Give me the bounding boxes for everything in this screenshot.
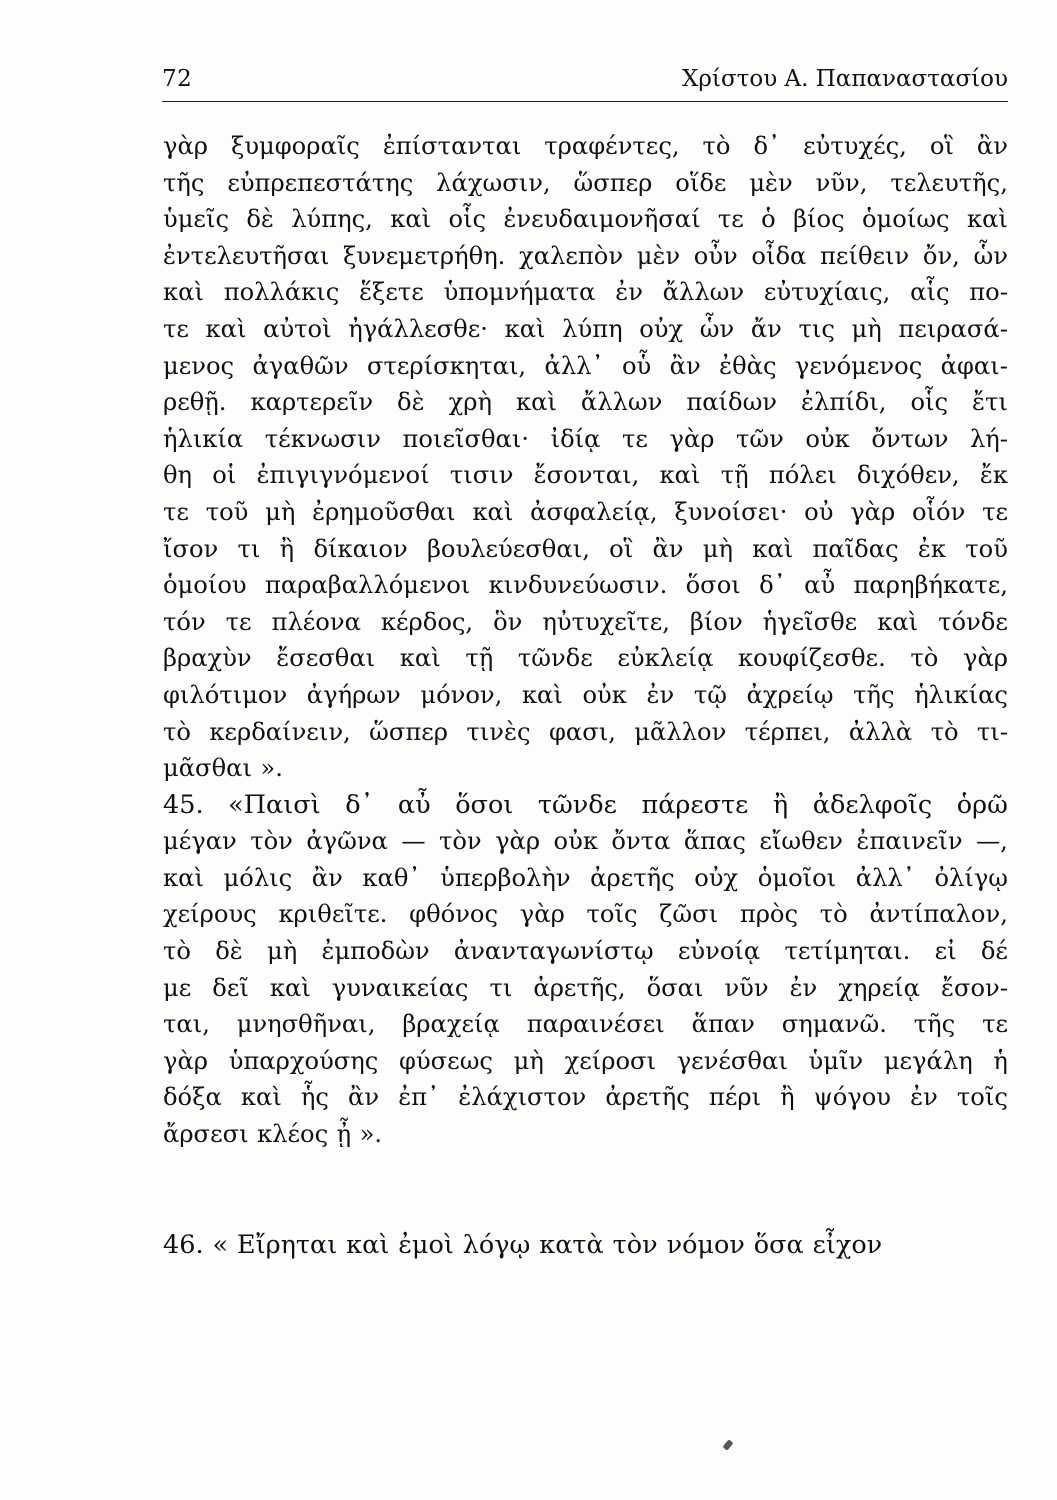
text-line: τόν τε πλέονα κέρδος, ὃν ηὐτυχεῖτε, βίον ἡγεῖσθε καὶ τόνδε bbox=[163, 607, 1008, 636]
header-rule bbox=[162, 101, 1008, 102]
body-text bbox=[163, 128, 1008, 1263]
text-line: γὰρ ὑπαρχούσης φύσεως μὴ χείροσι γενέσθαι ὑμῖν μεγάλη ἡ bbox=[163, 1046, 1008, 1075]
text-line: ὑμεῖς δὲ λύπης, καὶ οἷς ἐνευδαιμονῆσαί τε ὁ βίος ὁμοίως καὶ bbox=[163, 205, 1008, 234]
text-line: μενος ἀγαθῶν στερίσκηται, ἀλλ᾽ οὗ ἂν ἐθὰς γενόμενος ἀφαι- bbox=[163, 351, 1008, 380]
running-head: Χρίστου Α. Παπαναστασίου bbox=[682, 66, 1008, 92]
text-line: τὸ κερδαίνειν, ὥσπερ τινὲς φασι, μᾶλλον τέρπει, ἀλλὰ τὸ τι- bbox=[163, 717, 1008, 746]
text-line: φιλότιμον ἀγήρων μόνον, καὶ οὐκ ἐν τῷ ἀχρείῳ τῆς ἡλικίας bbox=[163, 680, 1008, 709]
page-header bbox=[162, 66, 1008, 100]
text-line: δόξα καὶ ἧς ἂν ἐπ᾽ ἐλάχιστον ἀρετῆς πέρι ἢ ψόγου ἐν τοῖς bbox=[163, 1083, 1008, 1112]
text-line: ὁμοίου παραβαλλόμενοι κινδυνεύωσιν. ὅσοι δ᾽ αὖ παρηβήκατε, bbox=[163, 571, 1008, 600]
text-line: καὶ πολλάκις ἕξετε ὑπομνήματα ἐν ἄλλων εὐτυχίαις, αἷς πο- bbox=[163, 278, 1008, 307]
text-line: με δεῖ καὶ γυναικείας τι ἀρετῆς, ὅσαι νῦν ἐν χηρείᾳ ἔσον- bbox=[163, 973, 1008, 1002]
text-line: ἐντελευτῆσαι ξυνεμετρήθη. χαλεπὸν μὲν οὖν οἶδα πείθειν ὄν, ὧν bbox=[163, 241, 1008, 270]
text-line: μέγαν τὸν ἀγῶνα — τὸν γὰρ οὐκ ὄντα ἅπας εἴωθεν ἐπαινεῖν —, bbox=[163, 827, 1008, 856]
stray-ink-mark bbox=[722, 1439, 733, 1451]
text-line: 46. « Εἴρηται καὶ ἐμοὶ λόγῳ κατὰ τὸν νόμον ὅσα εἶχον bbox=[163, 1229, 883, 1260]
text-line: 45. «Παισὶ δ᾽ αὖ ὅσοι τῶνδε πάρεστε ἢ ἀδελφοῖς ὁρῶ bbox=[163, 789, 1008, 820]
text-line: ται, μνησθῆναι, βραχείᾳ παραινέσει ἅπαν σημανῶ. τῆς τε bbox=[163, 1010, 1008, 1039]
paragraph-gap bbox=[163, 1153, 1008, 1227]
text-line: ἄρσεσι κλέος ᾖ ». bbox=[163, 1120, 383, 1149]
text-line: βραχὺν ἔσεσθαι καὶ τῇ τῶνδε εὐκλείᾳ κουφίζεσθε. τὸ γὰρ bbox=[163, 644, 1008, 673]
text-line: θη οἱ ἐπιγιγνόμενοί τισιν ἔσονται, καὶ τῇ πόλει διχόθεν, ἔκ bbox=[163, 461, 1008, 490]
text-line: γὰρ ξυμφοραῖς ἐπίστανται τραφέντες, τὸ δ᾽ εὐτυχές, οἳ ἂν bbox=[163, 132, 1008, 160]
text-line: ρεθῇ. καρτερεῖν δὲ χρὴ καὶ ἄλλων παίδων ἐλπίδι, οἷς ἔτι bbox=[163, 388, 1008, 417]
page-number: 72 bbox=[162, 66, 193, 92]
text-line: καὶ μόλις ἂν καθ᾽ ὑπερβολὴν ἀρετῆς οὐχ ὁμοῖοι ἀλλ᾽ ὀλίγῳ bbox=[163, 863, 1008, 892]
text-line: τε καὶ αὐτοὶ ἠγάλλεσθε· καὶ λύπη οὐχ ὧν ἄν τις μὴ πειρασά- bbox=[163, 314, 1008, 343]
text-line: ἴσον τι ἢ δίκαιον βουλεύεσθαι, οἳ ἂν μὴ καὶ παῖδας ἐκ τοῦ bbox=[163, 534, 1008, 563]
text-line: τε τοῦ μὴ ἐρημοῦσθαι καὶ ἀσφαλείᾳ, ξυνοίσει· οὐ γὰρ οἷόν τε bbox=[163, 497, 1008, 526]
text-line: ἡλικία τέκνωσιν ποιεῖσθαι· ἰδίᾳ τε γὰρ τῶν οὐκ ὄντων λή- bbox=[163, 424, 1008, 453]
text-line: τὸ δὲ μὴ ἐμποδὼν ἀνανταγωνίστῳ εὐνοίᾳ τετίμηται. εἰ δέ bbox=[163, 937, 1008, 966]
text-line: τῆς εὐπρεπεστάτης λάχωσιν, ὥσπερ οἵδε μὲν νῦν, τελευτῆς, bbox=[163, 168, 1008, 197]
text-line: μᾶσθαι ». bbox=[163, 754, 283, 783]
text-line: χείρους κριθεῖτε. φθόνος γὰρ τοῖς ζῶσι πρὸς τὸ ἀντίπαλον, bbox=[163, 900, 1008, 929]
